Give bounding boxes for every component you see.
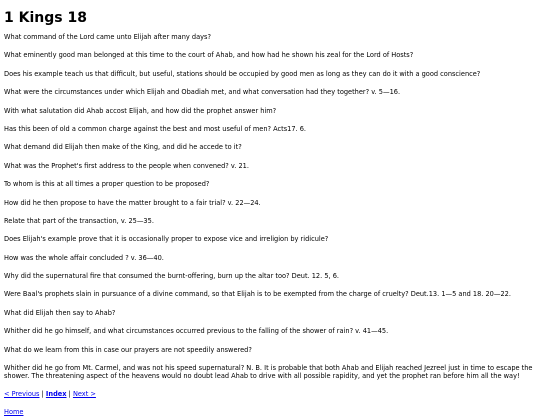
question-item: Whither did he go from Mt. Carmel, and was not his speed supernatural? N. B. It is probable that both Ahab and Elijah reached Jezreel just in time to escape the shower. The threatening aspect of the heavens would no doubt lead Ahab to drive with all possible rapidity, and yet the prophet ran before him all the way! [4, 364, 533, 381]
question-item: Has this been of old a common charge against the best and most useful of men? Acts17. 6. [4, 124, 307, 133]
page-title: 1 Kings 18 [4, 10, 87, 26]
question-item: What do we learn from this in case our prayers are not speedily answered? [4, 345, 252, 354]
question-item: With what salutation did Ahab accost Elijah, and how did the prophet answer him? [4, 106, 277, 115]
question-item: Relate that part of the transaction, v. 25—35. [4, 216, 154, 225]
question-item: How did he then propose to have the matter brought to a fair trial? v. 22—24. [4, 198, 261, 207]
nav-separator: | [39, 390, 46, 399]
nav-separator: | [66, 390, 73, 399]
question-item: What did Elijah then say to Ahab? [4, 308, 116, 317]
home-link[interactable]: Home [4, 408, 24, 416]
question-item: Were Baal's prophets slain in pursuance of a divine command, so that Elijah is to be exempted from the charge of cruelty? Deut.13. 1—5 and 18. 20—22. [4, 290, 511, 299]
question-item: What were the circumstances under which Elijah and Obadiah met, and what conversation had they together? v. 5—16. [4, 88, 401, 97]
index-link[interactable]: Index [45, 390, 67, 399]
next-link[interactable]: Next > [72, 390, 96, 399]
question-item: What command of the Lord came unto Elijah after many days? [4, 33, 211, 41]
question-item: To whom is this at all times a proper question to be proposed? [4, 180, 210, 189]
question-item: Why did the supernatural fire that consumed the burnt-offering, burn up the altar too? Deut. 12. 5, 6. [4, 272, 339, 281]
question-item: How was the whole affair concluded ? v. 36—40. [4, 253, 164, 262]
home-nav [4, 408, 536, 416]
question-item: What eminently good man belonged at this time to the court of Ahab, and how had he shown his zeal for the Lord of Hosts? [4, 51, 414, 60]
question-item: What was the Prophet's first address to the people when convened? v. 21. [4, 161, 249, 170]
question-list [4, 33, 536, 380]
previous-link[interactable]: < Previous [4, 390, 40, 399]
pagination-nav [4, 390, 536, 398]
question-item: Whither did he go himself, and what circumstances occurred previous to the falling of the shower of rain? v. 41—45. [4, 327, 389, 336]
question-item: What demand did Elijah then make of the King, and did he accede to it? [4, 143, 242, 152]
question-item: Does Elijah's example prove that it is occasionally proper to expose vice and irreligion by ridicule? [4, 235, 329, 244]
question-item: Does his example teach us that difficult, but useful, stations should be occupied by good men as long as they can do it with a good conscience? [4, 69, 481, 78]
